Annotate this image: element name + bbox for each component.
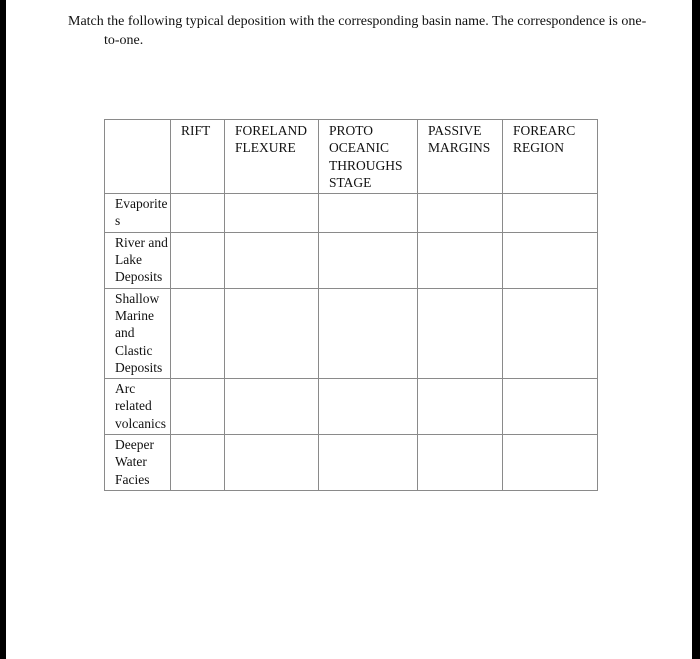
answer-cell[interactable] [503,288,598,378]
table-header-row [105,120,598,194]
left-border-bar [0,0,6,659]
answer-cell[interactable] [319,435,418,491]
row-label-evaporites: Evaporite s [105,194,171,233]
answer-cell[interactable] [319,379,418,435]
answer-cell[interactable] [503,379,598,435]
corner-cell [105,120,171,194]
column-header-forearc-region: FOREARC REGION [503,120,598,194]
answer-cell[interactable] [171,232,225,288]
answer-cell[interactable] [171,379,225,435]
answer-cell[interactable] [418,232,503,288]
matching-table [104,119,598,491]
answer-cell[interactable] [418,288,503,378]
instruction-line-2: to-one. [104,33,144,48]
table-row [105,435,598,491]
answer-cell[interactable] [225,194,319,233]
answer-cell[interactable] [171,194,225,233]
answer-cell[interactable] [418,194,503,233]
row-label-arc-related-volcanics: Arc related volcanics [105,379,171,435]
question-text [68,12,658,50]
table-row [105,232,598,288]
answer-cell[interactable] [171,288,225,378]
row-label-deeper-water-facies: Deeper Water Facies [105,435,171,491]
instruction-line-1: Match the following typical deposition with the corresponding basin name. The correspondence is one- [68,14,647,29]
column-header-foreland-flexure: FORELAND FLEXURE [225,120,319,194]
table-row [105,379,598,435]
answer-cell[interactable] [319,232,418,288]
answer-cell[interactable] [418,379,503,435]
answer-cell[interactable] [418,435,503,491]
answer-cell[interactable] [225,288,319,378]
column-header-rift: RIFT [171,120,225,194]
answer-cell[interactable] [225,232,319,288]
column-header-proto-oceanic: PROTO OCEANIC THROUGHS STAGE [319,120,418,194]
column-header-passive-margins: PASSIVE MARGINS [418,120,503,194]
answer-cell[interactable] [225,379,319,435]
answer-cell[interactable] [503,435,598,491]
answer-cell[interactable] [225,435,319,491]
row-label-shallow-marine-clastic: Shallow Marine and Clastic Deposits [105,288,171,378]
answer-cell[interactable] [319,194,418,233]
answer-cell[interactable] [319,288,418,378]
answer-cell[interactable] [503,194,598,233]
answer-cell[interactable] [171,435,225,491]
table-row [105,194,598,233]
right-border-bar [692,0,700,659]
table-row [105,288,598,378]
row-label-river-lake-deposits: River and Lake Deposits [105,232,171,288]
answer-cell[interactable] [503,232,598,288]
